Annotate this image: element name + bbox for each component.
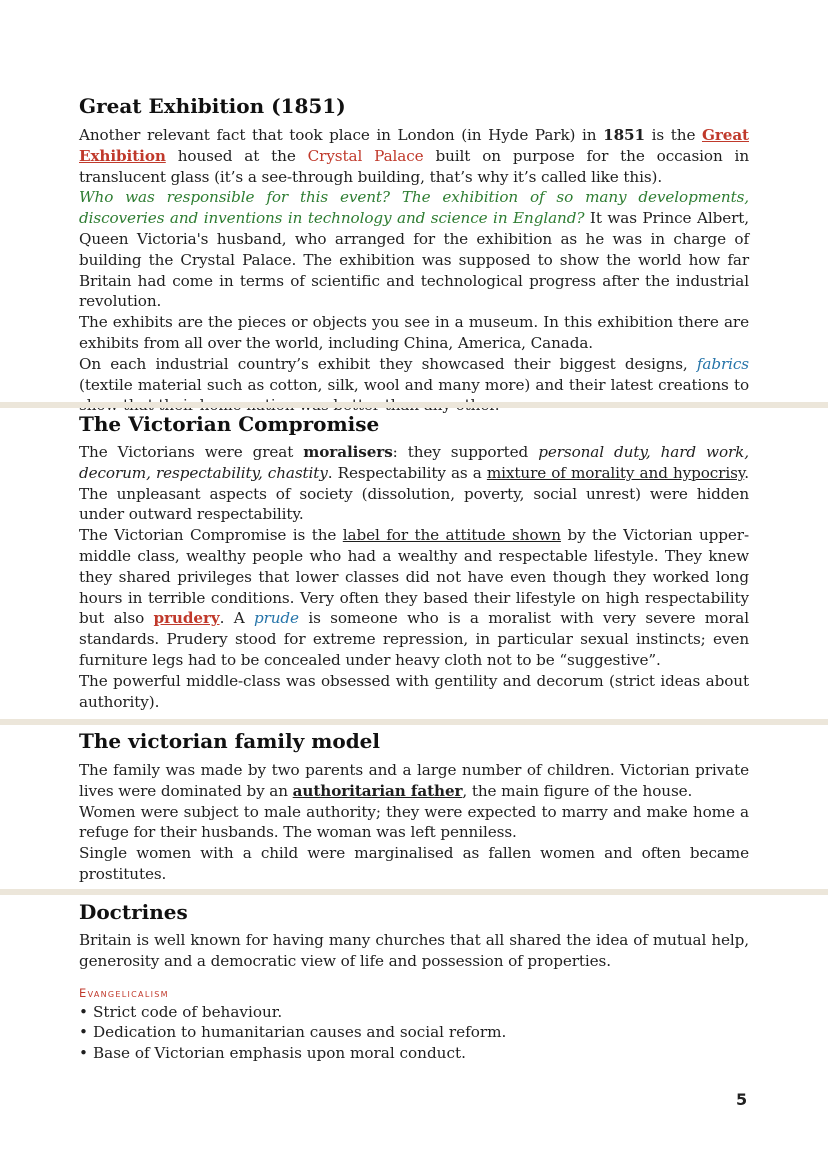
paragraph: Single women with a child were marginalised as fallen women and often became prostitutes. bbox=[79, 844, 749, 883]
text: Another relevant fact that took place in London (in Hyde Park) in bbox=[79, 126, 604, 144]
prude-term: prude bbox=[253, 609, 299, 628]
text: The family was made by two parents and a large number of children. Victorian private lives were dominated by an bbox=[79, 761, 749, 800]
section-divider bbox=[0, 719, 828, 725]
section-title: Doctrines bbox=[79, 900, 188, 924]
crystal-palace-text: Crystal Palace bbox=[307, 146, 424, 165]
paragraph: Britain is well known for having many churches that all shared the idea of mutual help, generosity and a democratic view of life and possession of properties. bbox=[79, 931, 749, 970]
text: (textile material such as cotton, silk, wool and many more) and their latest creations to bbox=[79, 375, 749, 394]
section-family-model bbox=[79, 728, 749, 885]
paragraph bbox=[79, 525, 749, 671]
list-item: • Base of Victorian emphasis upon moral conduct. bbox=[79, 1043, 749, 1064]
text: is the bbox=[645, 126, 702, 144]
section-victorian-compromise bbox=[79, 411, 749, 712]
section-title: The Victorian Compromise bbox=[79, 412, 380, 436]
prudery-link[interactable]: prudery bbox=[153, 609, 220, 628]
underlined-text: mixture of morality and hypocrisy bbox=[486, 463, 745, 482]
text: by the Victorian upper-middle class, wealthy people who had a wealthy and respectable lifestyle. They knew they shared privileges that lower classes did not have even though they worked long hours in terrible conditions. Very often they based their lifestyle on high respectability but also bbox=[79, 526, 749, 628]
text: . Respectability as a bbox=[327, 463, 487, 482]
section-title: Great Exhibition (1851) bbox=[79, 94, 346, 118]
list-item: • Dedication to humanitarian causes and social reform. bbox=[79, 1022, 749, 1043]
paragraph bbox=[79, 125, 749, 187]
text: On each industrial country’s exhibit they showcased their biggest designs, bbox=[79, 354, 697, 373]
underlined-text: label for the attitude shown bbox=[342, 526, 561, 545]
paragraph: The powerful middle-class was obsessed with gentility and decorum (strict ideas about authority). bbox=[79, 671, 749, 711]
fabrics-term: fabrics bbox=[696, 354, 749, 373]
paragraph bbox=[79, 442, 749, 525]
subheading: Evangelicalism bbox=[79, 985, 169, 1000]
section-great-exhibition bbox=[79, 93, 749, 416]
bullet-list bbox=[79, 1002, 749, 1064]
question-text: Who was responsible for this event? The exhibition of so many developments, discoveries and inventions in technology and science in England? bbox=[79, 188, 749, 228]
paragraph bbox=[79, 187, 749, 312]
section-title: The victorian family model bbox=[79, 729, 380, 753]
text: is someone who is a moralist with very severe moral standards. Prudery stood for extreme repression, in particular sexual instincts; even furniture legs had to be concealed under heavy cloth not to be “suggestive”. bbox=[79, 609, 749, 669]
section-divider bbox=[0, 889, 828, 895]
text: . A bbox=[219, 609, 254, 628]
text: The Victorian Compromise is the bbox=[79, 526, 343, 545]
page-number: 5 bbox=[736, 1090, 748, 1109]
text: : they supported bbox=[392, 443, 539, 461]
text: It was Prince Albert, Queen Victoria's husband, who arranged for the exhibition as he was in charge of building the Crystal Palace. The exhibition was supposed to show the world how far Britain had come in terms of scientific and technological progress after the industrial revolution. bbox=[79, 209, 750, 311]
text: , the main figure of the house. bbox=[462, 781, 693, 800]
section-divider bbox=[0, 402, 828, 408]
authoritarian-father-term: authoritarian father bbox=[292, 781, 463, 800]
text: built on purpose for the occasion in translucent glass (it’s a see-through building, that’s why it’s called like this). bbox=[79, 146, 749, 186]
year-text: 1851 bbox=[603, 126, 645, 144]
great-exhibition-link[interactable]: Great Exhibition bbox=[79, 126, 749, 165]
paragraph: Women were subject to male authority; they were expected to marry and make home a refuge for their husbands. The woman was left penniless. bbox=[79, 802, 749, 842]
list-item: • Strict code of behaviour. bbox=[79, 1002, 749, 1023]
moralisers-term: moralisers bbox=[303, 443, 393, 461]
text: The Victorians were great bbox=[79, 443, 304, 461]
paragraph bbox=[79, 760, 749, 802]
text: . The unpleasant aspects of society (dissolution, poverty, social unrest) were hidden under outward respectability. bbox=[79, 463, 749, 524]
values-text: personal duty, hard work, decorum, respectability, chastity bbox=[79, 443, 749, 482]
text: housed at the bbox=[165, 146, 308, 165]
paragraph: The exhibits are the pieces or objects you see in a museum. In this exhibition there are exhibits from all over the world, including China, America, Canada. bbox=[79, 313, 749, 352]
section-doctrines bbox=[79, 899, 749, 1064]
